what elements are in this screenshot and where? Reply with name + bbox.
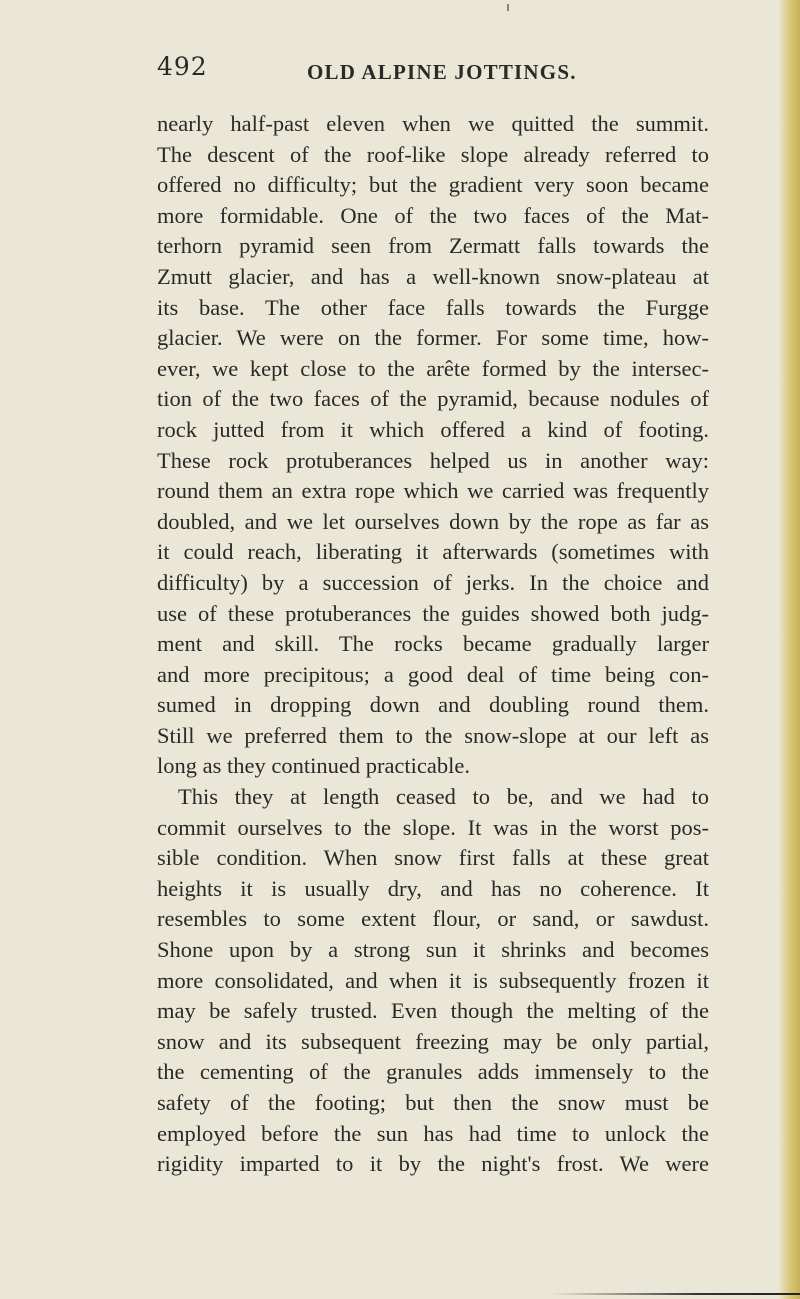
text-line: and more precipitous; a good deal of time being con- (157, 661, 709, 687)
text-line: commit ourselves to the slope. It was in the worst pos- (157, 814, 709, 840)
text-line: may be safely trusted. Even though the melting of the (157, 998, 709, 1024)
text-line: its base. The other face falls towards the Furgge (157, 294, 709, 320)
text-line: use of these protuberances the guides showed both judg- (157, 600, 709, 626)
text-line: Zmutt glacier, and has a well-known snow-plateau at (157, 263, 709, 289)
text-line: terhorn pyramid seen from Zermatt falls towards the (157, 233, 709, 259)
text-line: resembles to some extent flour, or sand, or sawdust. (157, 906, 709, 932)
text-line: Shone upon by a strong sun it shrinks and becomes (157, 937, 709, 963)
body-text (157, 109, 709, 1180)
paragraph-1 (157, 109, 709, 782)
text-line: the cementing of the granules adds immensely to the (157, 1059, 709, 1085)
text-line: ment and skill. The rocks became gradually larger (157, 631, 709, 657)
page-bottom-rule (550, 1293, 800, 1295)
text-line: The descent of the roof-like slope already referred to (157, 141, 709, 167)
page-number: 492 (157, 52, 208, 81)
text-line: rock jutted from it which offered a kind of footing. (157, 416, 709, 442)
text-line: sumed in dropping down and doubling round them. (157, 692, 709, 718)
text-line: more formidable. One of the two faces of the Mat- (157, 202, 709, 228)
text-line: round them an extra rope which we carried was frequently (157, 478, 709, 504)
text-line: safety of the footing; but then the snow must be (157, 1090, 709, 1115)
text-line: tion of the two faces of the pyramid, because nodules of (157, 386, 709, 412)
running-head: OLD ALPINE JOTTINGS. (307, 60, 577, 84)
text-line: These rock protuberances helped us in another way: (157, 447, 709, 473)
text-line: ever, we kept close to the arête formed by the intersec- (157, 355, 709, 381)
text-line: nearly half-past eleven when we quitted the summit. (157, 111, 709, 136)
page-edge-shadow (778, 0, 800, 1299)
text-line: offered no difficulty; but the gradient very soon became (157, 172, 709, 198)
text-line: difficulty) by a succession of jerks. In the choice and (157, 569, 709, 595)
text-line: doubled, and we let ourselves down by the rope as far as (157, 508, 709, 534)
text-line: glacier. We were on the former. For some time, how- (157, 325, 709, 351)
paragraph-2 (157, 782, 709, 1180)
text-line: Still we preferred them to the snow-slope at our left as (157, 722, 709, 748)
scan-mark (507, 4, 509, 11)
text-line: heights it is usually dry, and has no coherence. It (157, 875, 709, 901)
text-line: snow and its subsequent freezing may be only partial, (157, 1028, 709, 1054)
text-line: more consolidated, and when it is subsequently frozen it (157, 967, 709, 993)
text-line: long as they continued practicable. (157, 753, 471, 779)
text-line: it could reach, liberating it afterwards (sometimes with (157, 539, 709, 565)
text-line: rigidity imparted to it by the night's frost. We were (157, 1151, 709, 1177)
text-line: employed before the sun has had time to unlock the (157, 1120, 709, 1146)
text-line: sible condition. When snow first falls at these great (157, 845, 709, 871)
text-line: This they at length ceased to be, and we had to (178, 784, 709, 810)
